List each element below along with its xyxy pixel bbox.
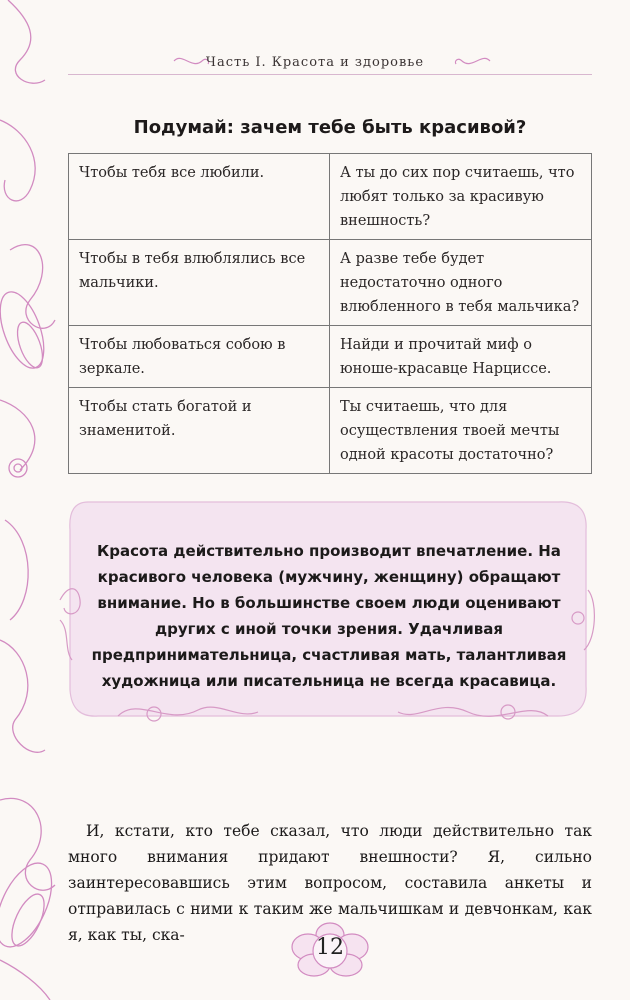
table-cell-reason: Чтобы тебя все любили. bbox=[69, 154, 330, 240]
callout-text: Красота действительно производит впечатление. На красивого человека (мужчину, женщину) обращают внимание. Но в большинстве своем люди оценивают других с иной точки зрения. Удачливая предпринимательница, счастливая мать, талантливая художница или писательница не всегда красавица. bbox=[91, 542, 567, 690]
header-ornament-right bbox=[452, 52, 492, 70]
reasons-table bbox=[68, 153, 592, 474]
table-cell-response: А разве тебе будет недостаточно одного влюбленного в тебя мальчика? bbox=[330, 240, 592, 326]
running-title: Часть I. Красота и здоровье bbox=[205, 54, 425, 70]
table-cell-response: Ты считаешь, что для осуществления твоей мечты одной красоты достаточно? bbox=[330, 388, 592, 474]
table-row bbox=[69, 326, 592, 388]
table-cell-response: Найди и прочитай миф о юноше-красавце Нарциссе. bbox=[330, 326, 592, 388]
callout-note bbox=[58, 490, 600, 728]
running-header bbox=[170, 48, 460, 76]
floral-border-ornament bbox=[0, 0, 60, 1000]
table-row bbox=[69, 240, 592, 326]
header-rule bbox=[68, 74, 592, 75]
table-cell-reason: Чтобы любоваться собою в зеркале. bbox=[69, 326, 330, 388]
table-row bbox=[69, 388, 592, 474]
table-cell-reason: Чтобы в тебя влюблялись все мальчики. bbox=[69, 240, 330, 326]
body-paragraph: И, кстати, кто тебе сказал, что люди действительно так много внимания придают внешности? Я, сильно заинтересовавшись этим вопросом, составила анкеты и отправилась с ними к таким же мальчишкам и девчонкам, как я, как ты, ска- bbox=[68, 822, 592, 944]
table-row bbox=[69, 154, 592, 240]
section-title: Подумай: зачем тебе быть красивой? bbox=[133, 117, 527, 138]
table-cell-reason: Чтобы стать богатой и знаменитой. bbox=[69, 388, 330, 474]
page-number: 12 bbox=[316, 935, 344, 960]
table-cell-response: А ты до сих пор считаешь, что любят только за красивую внешность? bbox=[330, 154, 592, 240]
page-number-badge bbox=[288, 921, 372, 977]
